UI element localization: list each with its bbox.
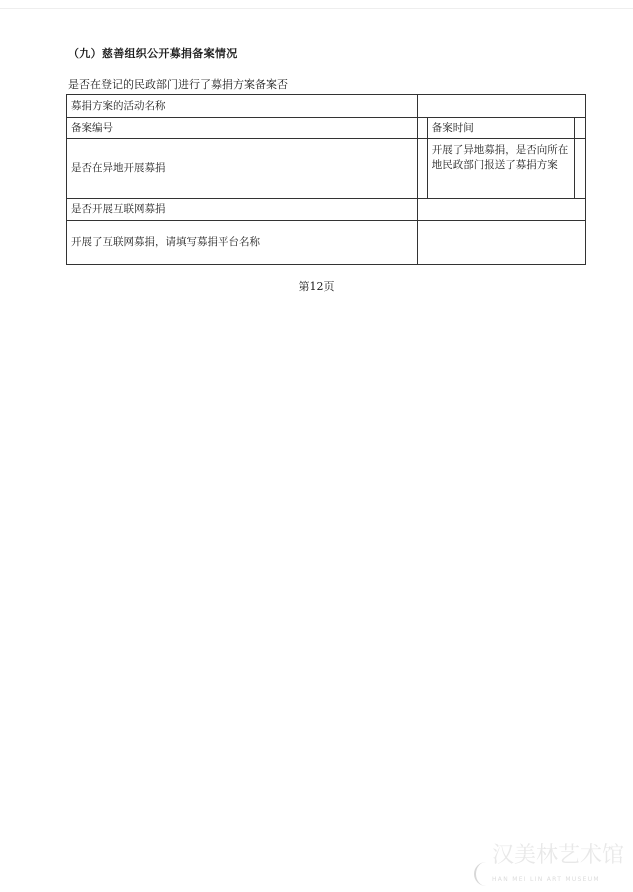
table-row [67,221,586,265]
activity-name-label: 募捐方案的活动名称 [67,95,418,118]
watermark-bracket [474,862,490,886]
offsite-report-value [575,139,586,199]
table-row [67,199,586,221]
record-number-label: 备案编号 [67,118,418,139]
platform-name-label: 开展了互联网募捐，请填写募捐平台名称 [67,221,418,265]
internet-fundraising-label: 是否开展互联网募捐 [67,199,418,221]
platform-name-value [418,221,586,265]
table-row [67,139,586,199]
activity-name-value [418,95,586,118]
watermark-text: HAN MEI LIN ART MUSEUM [492,876,600,883]
offsite-report-label: 开展了异地募捐，是否向所在地民政部门报送了募捐方案 [427,139,575,199]
record-time-value [575,118,586,139]
section-title: （九）慈善组织公开募捐备案情况 [68,47,238,60]
table-row [67,118,586,139]
filing-question: 是否在登记的民政部门进行了募捐方案备案否 [68,78,288,91]
offsite-fundraising-value [418,139,427,199]
watermark-logo: 汉美林艺术馆 [492,843,625,868]
table-row [67,95,586,118]
museum-watermark [492,838,632,888]
top-edge-line [0,8,633,9]
record-number-value [418,118,427,139]
record-time-label: 备案时间 [427,118,575,139]
internet-fundraising-value [418,199,586,221]
offsite-fundraising-label: 是否在异地开展募捐 [67,139,418,199]
fundraising-record-table [66,94,586,265]
page-number: 第12页 [298,280,335,293]
